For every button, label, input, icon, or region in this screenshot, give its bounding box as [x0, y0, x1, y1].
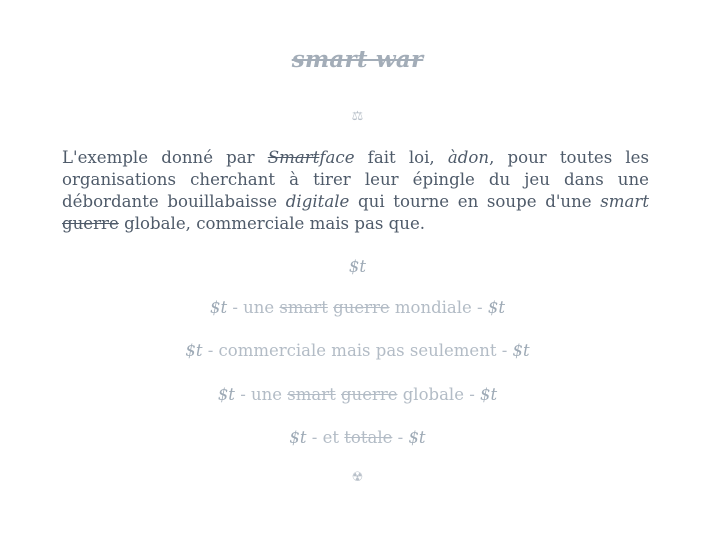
text: , pour toutes les organisations cherchant à tirer leur épingle du jeu dans une débordante bouillabaisse: [62, 148, 649, 211]
var-token: $t: [487, 298, 506, 317]
smart-struck: Smart: [267, 148, 320, 167]
guerre-struck: guerre: [341, 385, 398, 404]
smart-term: smart: [600, 192, 650, 211]
totale-struck: totale: [344, 428, 393, 447]
digitale-term: digitale: [285, 192, 350, 211]
text: -: [392, 428, 409, 447]
scales-icon: ⚖: [351, 109, 364, 124]
var-token: $t: [480, 385, 498, 404]
adon-term: àdon: [447, 148, 490, 167]
text: globale, commerciale mais pas que.: [118, 214, 426, 233]
verse-line-1: [0, 298, 715, 317]
face-word: face: [319, 148, 355, 167]
var-token: $t: [209, 298, 228, 317]
verse-line-2: [0, 341, 715, 360]
var-token: $t: [289, 428, 307, 447]
guerre-struck: guerre: [62, 214, 119, 233]
radioactive-icon: ☢: [351, 470, 364, 485]
var-token: $t: [408, 428, 426, 447]
text: - et: [306, 428, 345, 447]
text: globale -: [397, 385, 481, 404]
var-token: $t: [185, 341, 203, 360]
text: - une: [227, 298, 280, 317]
text: qui tourne en soupe d'une: [349, 192, 601, 211]
verse-line-3: [0, 385, 715, 404]
text: - une: [234, 385, 288, 404]
var-line: [0, 257, 715, 276]
smart-struck: smart: [279, 298, 328, 317]
var-token: $t: [217, 385, 235, 404]
verse-line-4: [0, 428, 715, 447]
page-title: smart war: [291, 46, 424, 73]
var-token: $t: [512, 341, 530, 360]
text: mondiale -: [389, 298, 488, 317]
text: L'exemple donné par: [62, 148, 268, 167]
intro-paragraph: [62, 147, 649, 235]
guerre-struck: guerre: [333, 298, 390, 317]
text: - commerciale mais pas seulement -: [202, 341, 513, 360]
text: fait loi,: [354, 148, 448, 167]
smartface-term: [268, 148, 355, 167]
var-token: $t: [348, 257, 367, 276]
smart-struck: smart: [287, 385, 336, 404]
